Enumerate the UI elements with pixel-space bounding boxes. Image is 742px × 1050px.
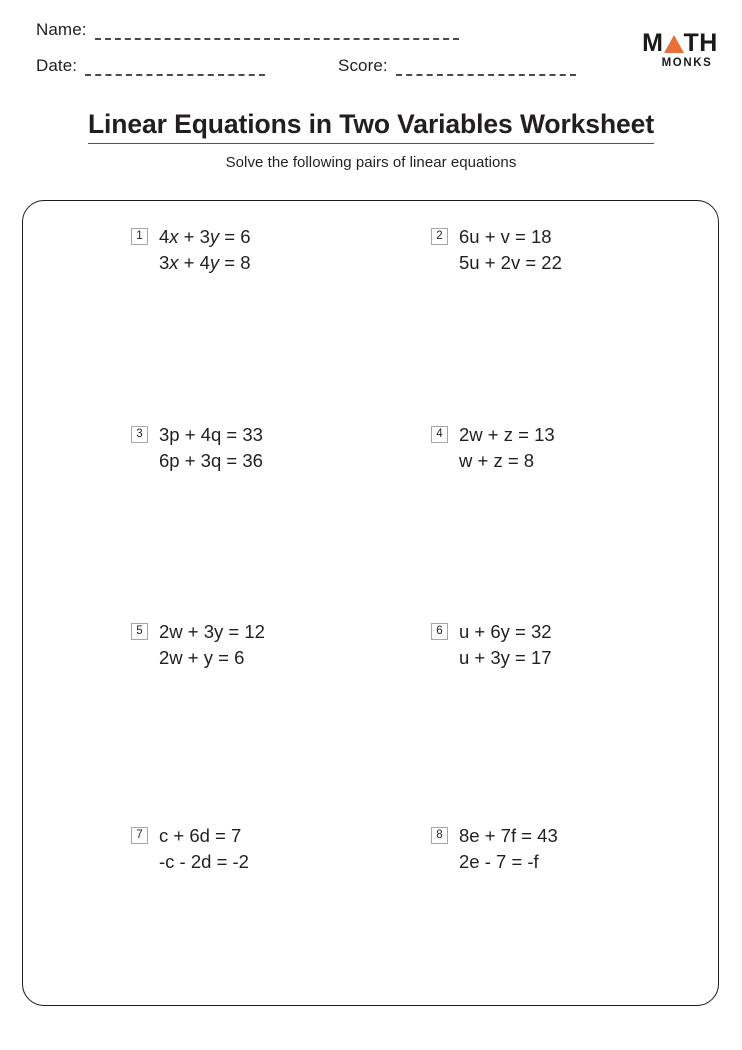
problem-number-box: 4 xyxy=(431,426,448,443)
name-input-line[interactable] xyxy=(95,25,459,40)
problem-number-box: 5 xyxy=(131,623,148,640)
equation-line-1: 4x + 3y = 6 xyxy=(159,226,251,247)
worksheet-header xyxy=(0,0,742,96)
name-field-row xyxy=(36,20,459,40)
answer-workspace[interactable] xyxy=(431,671,681,811)
equation-line-2: -c - 2d = -2 xyxy=(159,851,249,872)
equation-line-2: 3x + 4y = 8 xyxy=(159,252,251,273)
name-label: Name: xyxy=(36,20,87,39)
equation-line-1: 6u + v = 18 xyxy=(459,226,552,247)
problem-number-box: 1 xyxy=(131,228,148,245)
logo-letters-th: TH xyxy=(683,29,718,57)
equation-pair xyxy=(159,619,265,671)
answer-workspace[interactable] xyxy=(431,875,681,1015)
equation-pair xyxy=(459,422,555,474)
problem-6 xyxy=(431,619,552,671)
answer-workspace[interactable] xyxy=(131,276,381,416)
problem-1 xyxy=(131,224,251,276)
score-input-line[interactable] xyxy=(396,61,576,76)
equation-line-1: 8e + 7f = 43 xyxy=(459,825,558,846)
problem-number-box: 7 xyxy=(131,827,148,844)
page-subtitle: Solve the following pairs of linear equations xyxy=(225,154,517,171)
answer-workspace[interactable] xyxy=(131,671,381,811)
date-field-row xyxy=(36,56,265,76)
variable: x xyxy=(169,226,179,247)
answer-workspace[interactable] xyxy=(131,875,381,1015)
equation-pair xyxy=(159,823,249,875)
variable: y xyxy=(209,252,220,273)
math-monks-logo xyxy=(636,30,724,70)
problem-8 xyxy=(431,823,558,875)
logo-wordmark xyxy=(636,30,724,56)
equation-line-2: 5u + 2v = 22 xyxy=(459,252,562,273)
problem-5 xyxy=(131,619,265,671)
equation-line-2: u + 3y = 17 xyxy=(459,647,552,668)
answer-workspace[interactable] xyxy=(431,474,681,614)
equation-pair xyxy=(459,224,562,276)
equation-line-1: c + 6d = 7 xyxy=(159,825,242,846)
equation-line-1: u + 6y = 32 xyxy=(459,621,552,642)
problem-number-box: 6 xyxy=(431,623,448,640)
answer-workspace[interactable] xyxy=(131,474,381,614)
equation-line-1: 2w + z = 13 xyxy=(459,424,555,445)
problems-frame xyxy=(22,200,719,1006)
problem-number-box: 2 xyxy=(431,228,448,245)
problems-grid xyxy=(23,201,720,1007)
problem-7 xyxy=(131,823,249,875)
equation-pair xyxy=(159,224,251,276)
equation-line-2: 2w + y = 6 xyxy=(159,647,245,668)
logo-letter-m: M xyxy=(642,29,664,57)
equation-pair xyxy=(459,619,552,671)
answer-workspace[interactable] xyxy=(431,276,681,416)
problem-2 xyxy=(431,224,562,276)
equation-pair xyxy=(459,823,558,875)
triangle-icon xyxy=(664,35,684,53)
problem-number-box: 8 xyxy=(431,827,448,844)
equation-line-2: 6p + 3q = 36 xyxy=(159,450,263,471)
problem-3 xyxy=(131,422,263,474)
equation-line-2: w + z = 8 xyxy=(459,450,535,471)
problem-4 xyxy=(431,422,555,474)
equation-line-2: 2e - 7 = -f xyxy=(459,851,539,872)
logo-subtext: MONKS xyxy=(661,57,713,69)
date-label: Date: xyxy=(36,56,78,75)
variable: x xyxy=(169,252,179,273)
equation-pair xyxy=(159,422,263,474)
date-input-line[interactable] xyxy=(85,61,265,76)
score-field-row xyxy=(338,56,576,76)
equation-line-1: 2w + 3y = 12 xyxy=(159,621,265,642)
page-title: Linear Equations in Two Variables Worksheet xyxy=(88,108,654,144)
problem-number-box: 3 xyxy=(131,426,148,443)
score-label: Score: xyxy=(338,56,388,75)
equation-line-1: 3p + 4q = 33 xyxy=(159,424,263,445)
variable: y xyxy=(209,226,220,247)
title-block xyxy=(0,108,742,173)
